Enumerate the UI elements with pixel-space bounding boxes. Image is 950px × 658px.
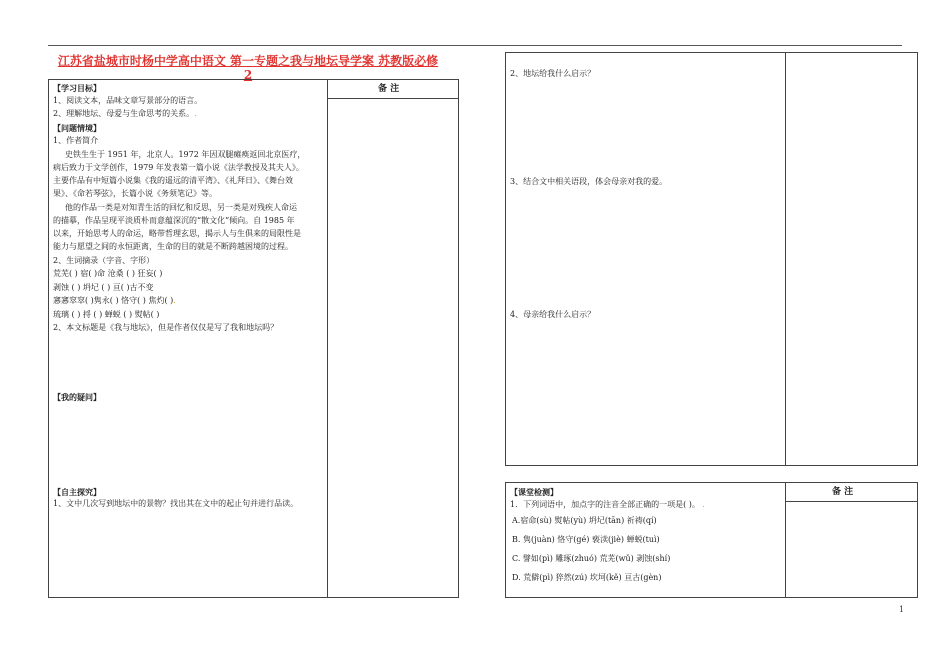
- option-d: D. 荒僻(pì) 猝然(zú) 坎坷(kě) 亘古(gèn): [512, 573, 662, 582]
- option-b: B. 隽(juàn) 恪守(gé) 亵渎(jiè) 蝉蜕(tuì): [512, 535, 660, 544]
- question-4: 4、母亲给我什么启示？: [510, 310, 596, 319]
- question-3: 3、结合文中相关语段，体会母亲对我的爱。: [510, 177, 668, 186]
- bio-line: 他的作品一类是对知青生活的回忆和反思，另一类是对残疾人命运: [65, 203, 297, 212]
- bio-line: 病后致力于文学创作，1979 年发表第一篇小说《法学教授及其夫人》。: [53, 163, 304, 172]
- word-row: 荒芜( ) 宿( )命 沧桑 ( ) 狂妄( ): [53, 269, 163, 278]
- title-line1: 江苏省盐城市时杨中学高中语文 第一专题之我与地坛导学案 苏教版必修: [57, 54, 439, 68]
- question-2: 2、地坛给我什么启示？: [510, 69, 596, 78]
- option-a: A.宿命(sù) 熨帖(yù) 坍圮(tān) 祈祷(qí): [512, 516, 657, 525]
- section-goals: 【学习目标】: [53, 83, 101, 93]
- goal-1: 1、阅读文本，品味文章写景部分的语言。: [53, 96, 203, 105]
- test-divider: [785, 482, 786, 598]
- test-note-header: 备 注: [832, 487, 854, 497]
- section-explore: 【自主探究】: [53, 487, 101, 497]
- words-heading: 2、生词摘录（字音、字形）: [53, 256, 155, 265]
- word-row: 琉璃 ( ) 捋 ( ) 蝉蜕 ( ) 熨帖( ): [53, 310, 160, 319]
- word-row: 窸窸窣窣( )隽永( ) 恪守( ) 焦灼( ).: [53, 296, 176, 305]
- title-line2: 2: [243, 68, 253, 82]
- test-question: 1．下列词语中，加点字的注音全部正确的一项是( )。 .: [510, 500, 705, 509]
- bio-line: 能力与愿望之间的永恒距离，生命的目的就是不断跨越困境的过程。: [53, 242, 293, 251]
- section-context: 【问题情境】: [53, 123, 101, 133]
- title-question: 2、本文标题是《我与地坛》，但是作者仅仅是写了我和地坛吗？: [53, 323, 279, 332]
- right-upper-divider: [785, 52, 786, 466]
- left-header-rule: [327, 98, 459, 99]
- orange-dot: .: [699, 500, 705, 509]
- page-number: 1: [899, 605, 905, 614]
- top-rule: [48, 45, 902, 46]
- bio-line: 以来，开始思考人的命运，略带哲理玄思，揭示人与生俱来的局限性是: [53, 229, 301, 238]
- option-c: C. 譬如(pì) 雕琢(zhuó) 荒芜(wǔ) 剥蚀(shí): [512, 554, 671, 563]
- bio-line: 史铁生生于 1951 年，北京人。1972 年因双腿瘫痪返回北京医疗，: [65, 150, 306, 159]
- bio-line: 果》、《命若琴弦》，长篇小说《务须笔记》等。: [53, 189, 217, 198]
- intro-heading: 1、作者简介: [53, 136, 99, 145]
- document-title: [48, 54, 448, 82]
- word-row: 剥蚀 ( ) 坍圮 ( ) 亘( )古不变: [53, 283, 154, 292]
- goal-2: 2、理解地坛、母爱与生命思考的关系。.: [53, 109, 197, 118]
- bio-line: 的描摹，作品呈现平淡质朴而意蕴深沉的“散文化”倾向。自 1985 年: [53, 216, 295, 225]
- explore-question-1: 1、文中几次写到地坛中的景物？找出其在文中的起止句并进行品读。: [53, 499, 299, 508]
- left-note-header: 备 注: [378, 84, 400, 94]
- orange-dot: .: [173, 296, 176, 305]
- section-doubt: 【我的疑问】: [53, 392, 101, 402]
- orange-dot: .: [194, 109, 197, 118]
- left-note-divider: [327, 79, 328, 598]
- test-header-rule: [785, 501, 918, 502]
- bio-line: 主要作品有中短篇小说集《我的遥远的清平湾》、《礼拜日》、《舞台效: [53, 176, 293, 185]
- right-upper-table: [505, 52, 918, 466]
- test-header: 【课堂检测】: [510, 487, 558, 497]
